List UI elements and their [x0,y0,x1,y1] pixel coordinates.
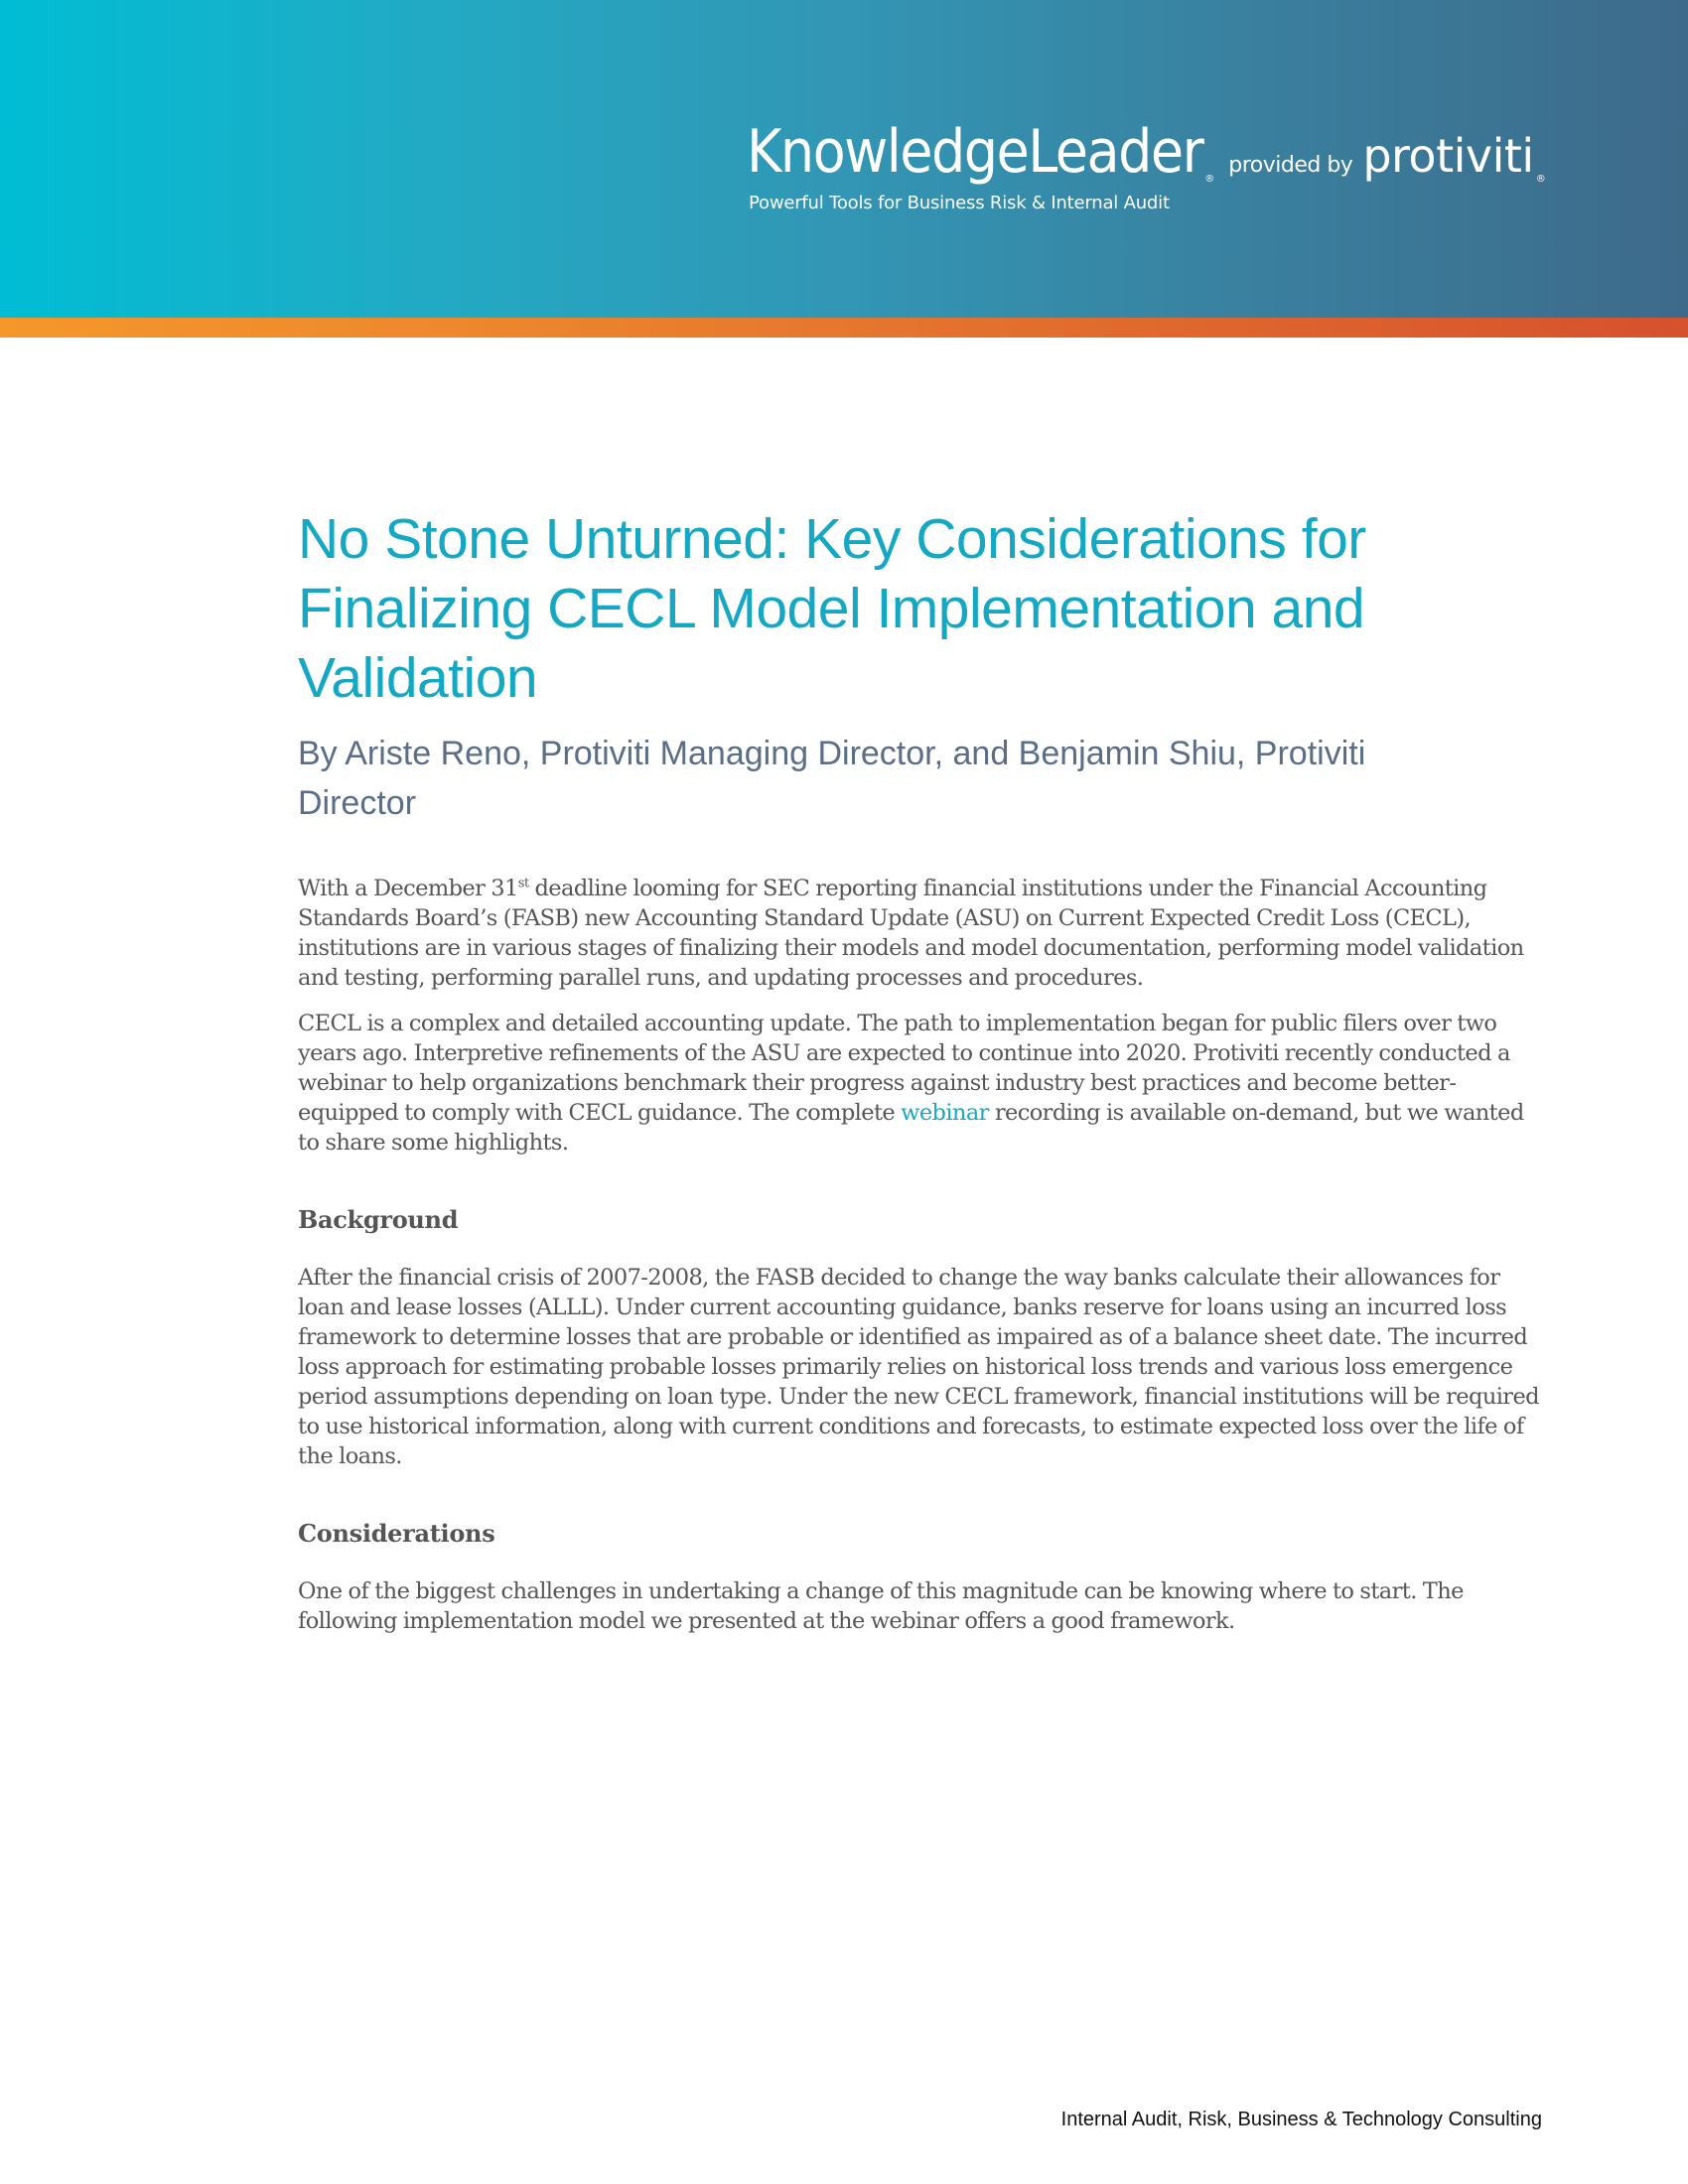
webinar-link[interactable]: webinar [901,1100,989,1126]
intro-paragraph [298,874,1549,993]
article [298,504,1549,1636]
ordinal-suffix: st [517,876,529,891]
section-heading-considerations: Considerations [298,1519,495,1548]
brand-logo [747,117,1546,213]
intro-text-start: With a December 31 [298,876,518,901]
brand-tagline: Powerful Tools for Business Risk & Internal Audit [749,193,1170,213]
overview-paragraph [298,1009,1549,1158]
intro-text-rest: deadline looming for SEC reporting financial institutions under the Financial Accounting Standards Board’s (FASB) new Accounting Standard Update (ASU) on Current Expected Credit Loss (CECL), institutions are in various stages of finalizing their models and model documentation, performing model validation and testing, performing parallel runs, and updating processes and procedures. [298,876,1524,991]
overview-text-rest: recording is available on-demand, but we wanted to share some highlights. [298,1100,1524,1156]
page-footer: Internal Audit, Risk, Business & Technology Consulting [1060,2109,1542,2130]
registered-mark-icon: ® [1535,174,1546,185]
registered-mark-icon: ® [1204,174,1215,185]
brand-row [747,117,1546,187]
section-heading-background: Background [298,1205,459,1234]
overview-text-start: CECL is a complex and detailed accounting update. The path to implementation began for public filers over two years ago. Interpretive refinements of the ASU are expected to continue into 2020. Protiviti recently conducted a webinar to help organizations benchmark their progress against industry best practices and become better-equipped to comply with CECL guidance. The complete [298,1011,1510,1126]
company-logo-text: protiviti [1362,129,1534,183]
brand-name: KnowledgeLeader [747,117,1203,187]
considerations-paragraph: One of the biggest challenges in undertaking a change of this magnitude can be knowing where to start. The following implementation model we presented at the webinar offers a good framework. [298,1578,1464,1634]
article-byline: By Ariste Reno, Protiviti Managing Director, and Benjamin Shiu, Protiviti Director [298,735,1366,822]
background-paragraph: After the financial crisis of 2007-2008, the FASB decided to change the way banks calculate their allowances for loan and lease losses (ALLL). Under current accounting guidance, banks reserve for loans using an incurred loss framework to determine losses that are probable or identified as impaired as of a balance sheet date. The incurred loss approach for estimating probable losses primarily relies on historical loss trends and various loss emergence period assumptions depending on loan type. Under the new CECL framework, financial institutions will be required to use historical information, along with current conditions and forecasts, to estimate expected loss over the life of the loans. [298,1265,1539,1469]
header-accent-stripe [0,318,1688,338]
provided-by-label: provided by [1228,153,1353,178]
article-title: No Stone Unturned: Key Considerations for Finalizing CECL Model Implementation and Validation [298,507,1366,710]
